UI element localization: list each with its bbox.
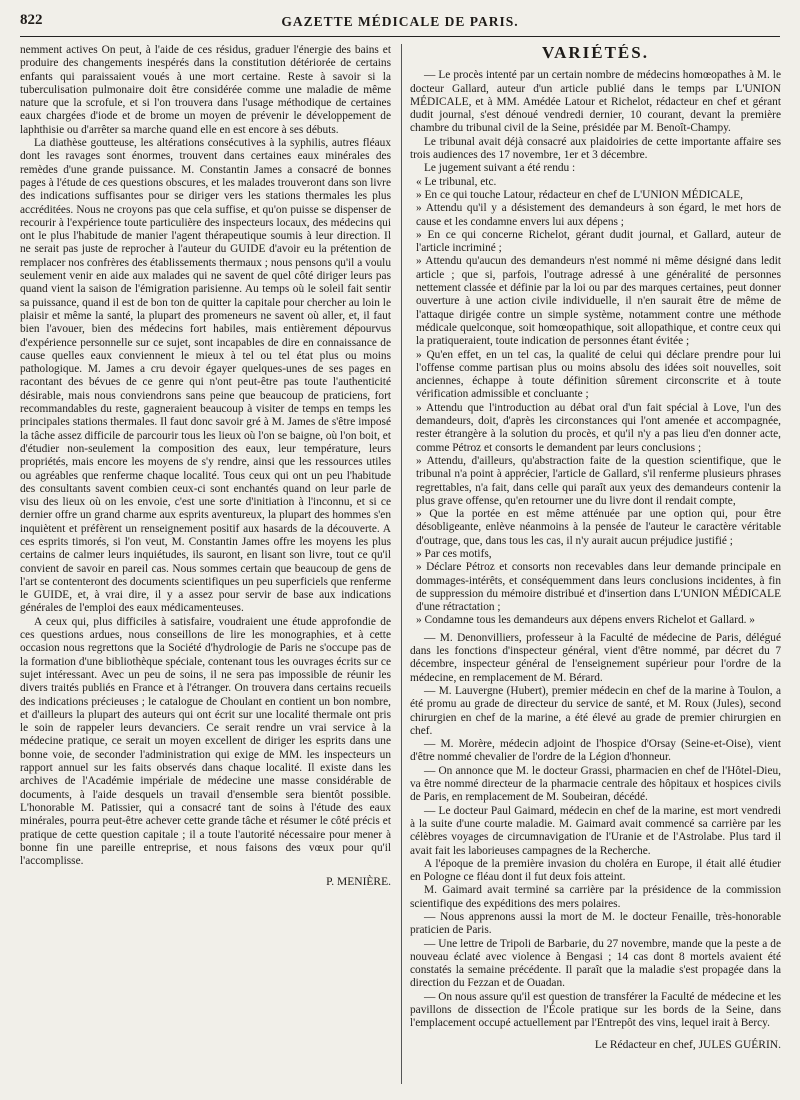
judgment-line: » Par ces motifs,: [416, 547, 492, 560]
left-column: [20, 44, 391, 1084]
signature: P. MENIÈRE.: [326, 876, 391, 889]
judgment-line: » Qu'en effet, en un tel cas, la qualité de celui qui déclare prendre pour lui l'offense comme partisan plus ou moins absolu des idées soit nouvelles, soit anciennes, échappe à toute définition sûrement circonscrite et à toute vérification admissible et concluante ;: [416, 348, 781, 401]
running-title: GAZETTE MÉDICALE DE PARIS.: [281, 14, 519, 29]
news-item: — M. Lauvergne (Hubert), premier médecin en chef de la marine à Toulon, a été promu au grade de directeur du service de santé, et M. Roux (Jules), second chirurgien en chef de la marine, a été élevé au grade de premier chirurgien en chef.: [410, 684, 781, 737]
news-item: A l'époque de la première invasion du choléra en Europe, il était allé étudier en Pologne ce fléau dont il fut deux fois atteint.: [410, 857, 781, 884]
paragraph: — Le procès intenté par un certain nombre de médecins homœopathes à M. le docteur Gallard, auteur d'un article publié dans le temps par L'UNION MÉDICALE, et à MM. Amédée Latour et Richelot, rédacteur en chef et gérant dudit journal, s'est dénoué vendredi dernier, 10 courant, devant la première chambre du tribunal civil de la Seine, présidée par M. Benoît-Champy.: [410, 69, 781, 135]
news-item: — Une lettre de Tripoli de Barbarie, du 27 novembre, mande que la peste a de nouveau éclaté avec violence à Bengasi ; 14 cas dont 8 mortels avaient été constatés la semaine précédente. Il paraît que la maladie s'est propagée dans la direction du Fezzan et de Ouadan.: [410, 937, 781, 990]
paragraph: A ceux qui, plus difficiles à satisfaire, voudraient une étude approfondie de ces questions ardues, nous conseillons de lire les monographies, et à cette occasion nous regrettons que la Société d'hydrologie de Paris ne s'occupe pas de la formation d'une bibliothèque spéciale, contenant tous les ouvrages écrits sur ce sujet intéressant. Avec un peu de soins, il ne sera pas impossible de réunir les divers traités publiés en France et à l'étranger. On trouvera dans certains recueils des indications précieuses ; le catalogue de Choulant en contient un bon nombre, et d'ailleurs la plupart des auteurs qui ont écrit sur une localité thermale ont pris le soin de rappeler leurs devanciers. Ce serait rendre un vrai service à la médecine pratique, ce serait un moyen excellent de diriger les esprits dans une bonne voie, de seconder l'administration qui exige de MM. les inspecteurs un rapport annuel sur les faits observés dans chaque localité. Il existe dans les archives de l'Académie impériale de médecine une masse considérable de documents, à l'aide desquels un travail d'ensemble sera bientôt possible. L'honorable M. Patissier, qui a consacré tant de soins à l'étude des eaux minérales, pourra peut-être achever cette grande tâche et résumer le côté précis et pratique de cette question capitale ; il a toute l'autorité nécessaire pour mener à bonne fin une pareille entreprise, et nous faisons des vœux pour qu'il l'accomplisse.: [20, 615, 391, 868]
judgment-line: » Attendu que l'introduction au débat oral d'un fait spécial à Love, l'un des demandeurs, doit, d'après les circonstances qui l'ont amenée et accompagnée, rester étrangère à la solution du procès, et qu'il n'y a pas lieu d'en donner acte, comme Pétroz et consorts le demandent par leurs conclusions ;: [416, 401, 781, 454]
judgment-line: » Attendu, d'ailleurs, qu'abstraction faite de la question scientifique, que le tribunal n'a point à apprécier, l'article de Gallard, s'il renferme plusieurs phrases regrettables, n'a fait, dans celle qui paraît aux yeux des demandeurs contenir la plus grave offense, qu'en retourner une du livre dont il rendait compte,: [416, 454, 781, 507]
page-number: 822: [20, 12, 43, 28]
news-item: — On nous assure qu'il est question de transférer la Faculté de médecine et les pavillons de dissection de l'École pratique sur les bords de la Seine, dans l'emplacement occupé actuellement par l'Entrepôt des vins, lequel irait à Bercy.: [410, 990, 781, 1030]
news-item: — Nous apprenons aussi la mort de M. le docteur Fenaille, très-honorable praticien de Paris.: [410, 911, 781, 937]
judgment-line: » Condamne tous les demandeurs aux dépens envers Richelot et Gallard. »: [416, 614, 755, 627]
paragraph: nemment actives On peut, à l'aide de ces résidus, graduer l'énergie des bains et produire des changements inespérés dans la constitution détériorée de certains enfants qui paraissaient voués à une mort certaine. Reste à savoir si la tuberculisation pulmonaire doit être considérée comme une maladie de même nature que la scrofule, et si l'on trouvera dans l'usage méthodique de certaines eaux chargées d'iode et de brome un moyen de prévenir le développement de laphthisie ou d'arrêter sa marche quand elle en est encore à ses débuts.: [20, 44, 391, 136]
judgment-line: » Déclare Pétroz et consorts non recevables dans leur demande principale en dommages-intérêts, et conséquemment dans leurs conclusions incidentes, à fin de suppression du mémoire distribué et d'insertion dans L'UNION MÉDICALE d'une rétractation ;: [416, 561, 781, 614]
judgment-line: » Attendu qu'aucun des demandeurs n'est nommé ni même désigné dans ledit article ; que si, parfois, l'outrage adressé à une généralité de personnes nettement classée et définie par la loi ou par des marques certaines, peut donner ouverture à une action civile individuelle, il n'en saurait être de même de l'attaque dirigée contre un simple système, notamment contre une méthode médicale quelconque, soit homœopathique, soit allopathique, et contre ceux qui la pratiqueraient, toute indication de personnes étant évitée ;: [416, 255, 781, 348]
text-columns: [20, 44, 780, 1084]
paragraph: Le jugement suivant a été rendu :: [424, 162, 576, 175]
section-title: VARIÉTÉS.: [542, 44, 649, 62]
judgment-line: » En ce qui concerne Richelot, gérant dudit journal, et Gallard, auteur de l'article incriminé ;: [416, 228, 781, 255]
judgment-line: » Que la portée en est même atténuée par une option qui, pour être désobligeante, enlève néanmoins à la pensée de l'auteur le caractère véritable d'outrage, que, dans tous les cas, il n'y aurait aucun préjudice justifié ;: [416, 508, 781, 547]
news-item: — M. Denonvilliers, professeur à la Faculté de médecine de Paris, délégué dans les fonctions d'inspecteur général, vient d'être nommé, par décret du 7 décembre, inspecteur général de l'enseignement supérieur pour l'ordre de la médecine, en remplacement de M. Bérard.: [410, 631, 781, 684]
news-item: M. Gaimard avait terminé sa carrière par la présidence de la commission scientifique des expéditions des mers polaires.: [410, 884, 781, 910]
judgment-line: « Le tribunal, etc.: [416, 175, 497, 188]
paragraph: La diathèse goutteuse, les altérations consécutives à la syphilis, autres fléaux dont les ravages sont énormes, trouvent dans certaines eaux minérales des remèdes d'une grande puissance. M. Constantin James a consacré de bonnes pages à l'étude de ces questions obscures, et les malades trouveront dans son livre des indications suffisantes pour se diriger vers les stations thermales les plus accréditées. Nous ne croyons pas que cela suffise, et qu'on puisse se dispenser de recourir à l'expérience toute particulière des inspecteurs locaux, des médecins qui ont le plus l'habitude de manier l'agent thérapeutique soumis à leur direction. Il ne serait pas juste de reprocher à l'auteur du GUIDE d'avoir eu la prétention de remplacer nos confrères des établissements thermaux ; nous pensons qu'il a voulu seulement venir en aide aux malades qui ne savent de quel côté diriger leurs pas quand vient la saison de l'émigration parisienne. Au temps où le soleil fait sentir sa puissance, quand il est de bon ton de quitter la capitale pour chercher au loin le plaisir et même la santé, la plupart des promeneurs ne savent où aller, et, il faut bien l'avouer, bien des médecins fort habiles, mais entièrement dépourvus d'expérience personnelle sur ce sujet, sont incapables de dire en connaissance de cause quelles eaux conviennent le mieux à tel ou tel état plus ou moins pathologique. M. James a cru devoir égayer quelques-unes de ses pages en racontant des bévues de ce genre qui n'ont peut-être pas toute l'authenticité désirable, mais nous conviendrons sans peine que beaucoup de praticiens, fort recommandables du reste, gagneraient beaucoup à visiter de temps en temps les principales stations thermales. Il faut donc savoir gré à M. James de s'être imposé la tâche assez difficile de parcourir tous les lieux où l'on se baigne, où l'on boit, et d'étudier non-seulement la composition des eaux, leur température, leurs propriétés, mais encore les moyens de s'y rendre, ainsi que les ressources utiles ou agréables que renferme chaque localité. Tous ceux qui ont un peu l'habitude des consultants savent combien ceux-ci sont enchantés quand on leur parle de visu des lieux où on les envoie, c'est une sorte d'initiation à l'inconnu, et si ce dernier offre un grand charme aux esprits aventureux, la plupart des hommes s'en inquiètent et préfèrent un renseignement positif aux hasards de la découverte. A ces esprits timorés, si l'on veut, M. Constantin James offre les moyens les plus certains de calmer leurs inquiétudes, ils sauront, en lisant son livre, tout ce qu'il convient de savoir en pareil cas. Nous sommes certain que beaucoup de gens de l'art se contenteront des documents scientifiques un peu superficiels que renferme le GUIDE, et, à vrai dire, il y a assez pour servir de base aux indications générales de l'emploi des eaux médicamenteuses.: [20, 137, 391, 615]
page-header: [20, 10, 780, 37]
editor-signature: Le Rédacteur en chef, JULES GUÉRIN.: [594, 1038, 781, 1051]
news-item: — M. Morère, médecin adjoint de l'hospice d'Orsay (Seine-et-Oise), vient d'être nommé chevalier de l'ordre de la Légion d'honneur.: [410, 738, 781, 764]
news-item: — On annonce que M. le docteur Grassi, pharmacien en chef de l'Hôtel-Dieu, va être nommé directeur de la pharmacie centrale des hôpitaux et hospices civils de Paris, en remplacement de M. Soubeiran, décédé.: [410, 764, 781, 804]
judgment-line: » Attendu qu'il y a désistement des demandeurs à son égard, le met hors de cause et les condamne envers lui aux dépens ;: [416, 202, 781, 228]
paragraph: Le tribunal avait déjà consacré aux plaidoiries de cette importante affaire ses trois audiences des 17 novembre, 1er et 3 décembre.: [410, 135, 781, 162]
news-item: — Le docteur Paul Gaimard, médecin en chef de la marine, est mort vendredi à la suite d'une courte maladie. M. Gaimard avait commencé sa carrière par les célèbres voyages de circumnavigation de l'Uranie et de l'Astrolabe. Plus tard il avait fait les laborieuses campagnes de la Recherche.: [410, 804, 781, 857]
column-divider: [401, 44, 402, 1084]
right-column: [410, 44, 781, 1084]
judgment-line: » En ce qui touche Latour, rédacteur en chef de L'UNION MÉDICALE,: [416, 188, 743, 201]
